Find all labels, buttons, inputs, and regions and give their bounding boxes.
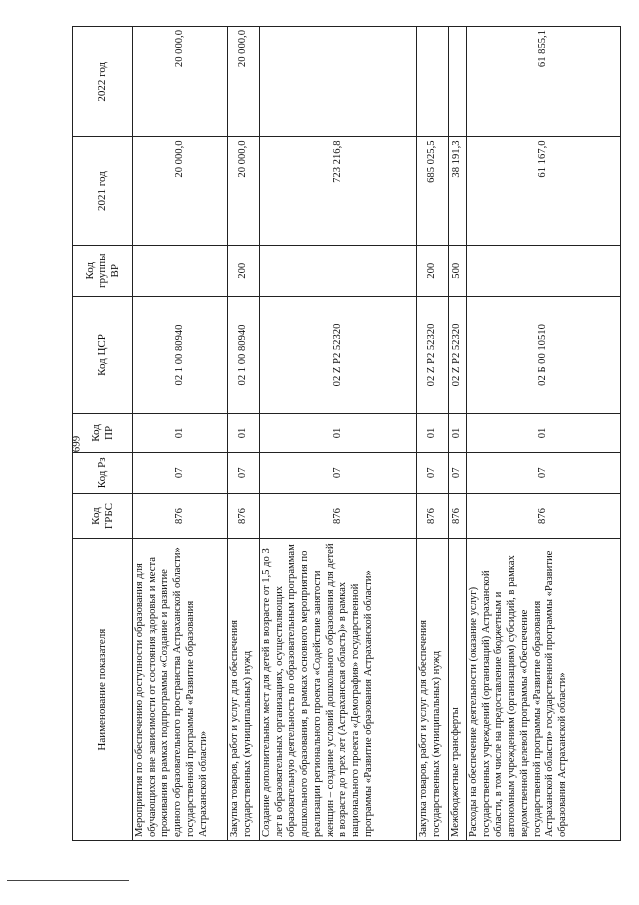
- cell-2021: 38 191,3: [449, 137, 467, 245]
- cell-2021: 20 000,0: [228, 137, 260, 245]
- cell-2022: 20 000,0: [133, 27, 228, 137]
- header-csr: Код ЦСР: [73, 296, 133, 413]
- cell-rz: 07: [417, 452, 449, 493]
- cell-csr: 02 Z P2 52320: [417, 296, 449, 413]
- cell-csr: 02 1 00 80940: [133, 296, 228, 413]
- cell-pr: 01: [449, 414, 467, 453]
- cell-2022: [417, 27, 449, 137]
- cell-2021: 20 000,0: [133, 137, 228, 245]
- cell-2021: 61 167,0: [467, 137, 621, 245]
- cell-vr: 200: [417, 245, 449, 296]
- cell-vr: [467, 245, 621, 296]
- cell-grbs: 876: [260, 493, 417, 539]
- rotated-table-wrapper: [72, 26, 620, 841]
- cell-csr: 02 1 00 80940: [228, 296, 260, 413]
- header-grbs: Код ГРБС: [73, 493, 133, 539]
- page-number: 699: [70, 435, 83, 453]
- cell-pr: 01: [260, 414, 417, 453]
- header-pr: Код ПР: [73, 414, 133, 453]
- table-row: [449, 27, 467, 841]
- header-name: Наименование показателя: [73, 539, 133, 841]
- cell-name: Закупка товаров, работ и услуг для обеспечения государственных (муниципальных) нужд: [228, 539, 260, 841]
- cell-grbs: 876: [467, 493, 621, 539]
- cell-2021: 723 216,8: [260, 137, 417, 245]
- cell-rz: 07: [228, 452, 260, 493]
- cell-rz: 07: [449, 452, 467, 493]
- cell-pr: 01: [133, 414, 228, 453]
- cell-csr: 02 Z P2 52320: [260, 296, 417, 413]
- cell-pr: 01: [467, 414, 621, 453]
- table-row: [260, 27, 417, 841]
- cell-vr: 200: [228, 245, 260, 296]
- footnote-rule: [7, 880, 129, 881]
- cell-csr: 02 Б 00 10510: [467, 296, 621, 413]
- cell-vr: 500: [449, 245, 467, 296]
- header-2022: 2022 год: [73, 27, 133, 137]
- cell-2022: [449, 27, 467, 137]
- budget-table: [72, 26, 621, 841]
- cell-grbs: 876: [417, 493, 449, 539]
- cell-csr: 02 Z P2 52320: [449, 296, 467, 413]
- cell-name: Расходы на обеспечение деятельности (оказание услуг) государственных учреждений (организаций) Астраханской области, в том числе на предоставление бюджетным и автономным учреждениям (организациям) субсидий, в рамках ведомственной целевой программы «Обеспечение государственной программы «Развитие образования Астраханской области» государственной программы «Развитие образования Астраханской области»: [467, 539, 621, 841]
- cell-grbs: 876: [449, 493, 467, 539]
- cell-2021: 685 025,5: [417, 137, 449, 245]
- header-vr: Код группы ВР: [73, 245, 133, 296]
- table-row: [467, 27, 621, 841]
- cell-vr: [133, 245, 228, 296]
- header-rz: Код Рз: [73, 452, 133, 493]
- table-row: [133, 27, 228, 841]
- cell-rz: 07: [467, 452, 621, 493]
- cell-name: Создание дополнительных мест для детей в возрасте от 1,5 до 3 лет в образовательных организациях, осуществляющих образовательную деятельность по образовательным программам дошкольного образования, в рамках основного мероприятия по реализации регионального проекта «Содействие занятости женщин – создание условий дошкольного образования для детей в возрасте до трех лет (Астраханская область)» в рамках национального проекта «Демография» государственной программы «Развитие образования Астраханской области»: [260, 539, 417, 841]
- cell-2022: [260, 27, 417, 137]
- cell-name: Межбюджетные трансферты: [449, 539, 467, 841]
- cell-grbs: 876: [228, 493, 260, 539]
- cell-2022: 61 855,1: [467, 27, 621, 137]
- cell-pr: 01: [417, 414, 449, 453]
- cell-grbs: 876: [133, 493, 228, 539]
- cell-pr: 01: [228, 414, 260, 453]
- cell-rz: 07: [260, 452, 417, 493]
- table-row: [228, 27, 260, 841]
- header-2021: 2021 год: [73, 137, 133, 245]
- cell-name: Мероприятия по обеспечению доступности образования для обучающихся вне зависимости от состояния здоровья и места проживания в рамках подпрограммы «Создание и развитие единого образовательного пространства Астраханской области» государственной программы «Развитие образования Астраханской области»: [133, 539, 228, 841]
- table-row: [417, 27, 449, 841]
- cell-name: Закупка товаров, работ и услуг для обеспечения государственных (муниципальных) нужд: [417, 539, 449, 841]
- cell-2022: 20 000,0: [228, 27, 260, 137]
- cell-rz: 07: [133, 452, 228, 493]
- table-header-row: [73, 27, 133, 841]
- cell-vr: [260, 245, 417, 296]
